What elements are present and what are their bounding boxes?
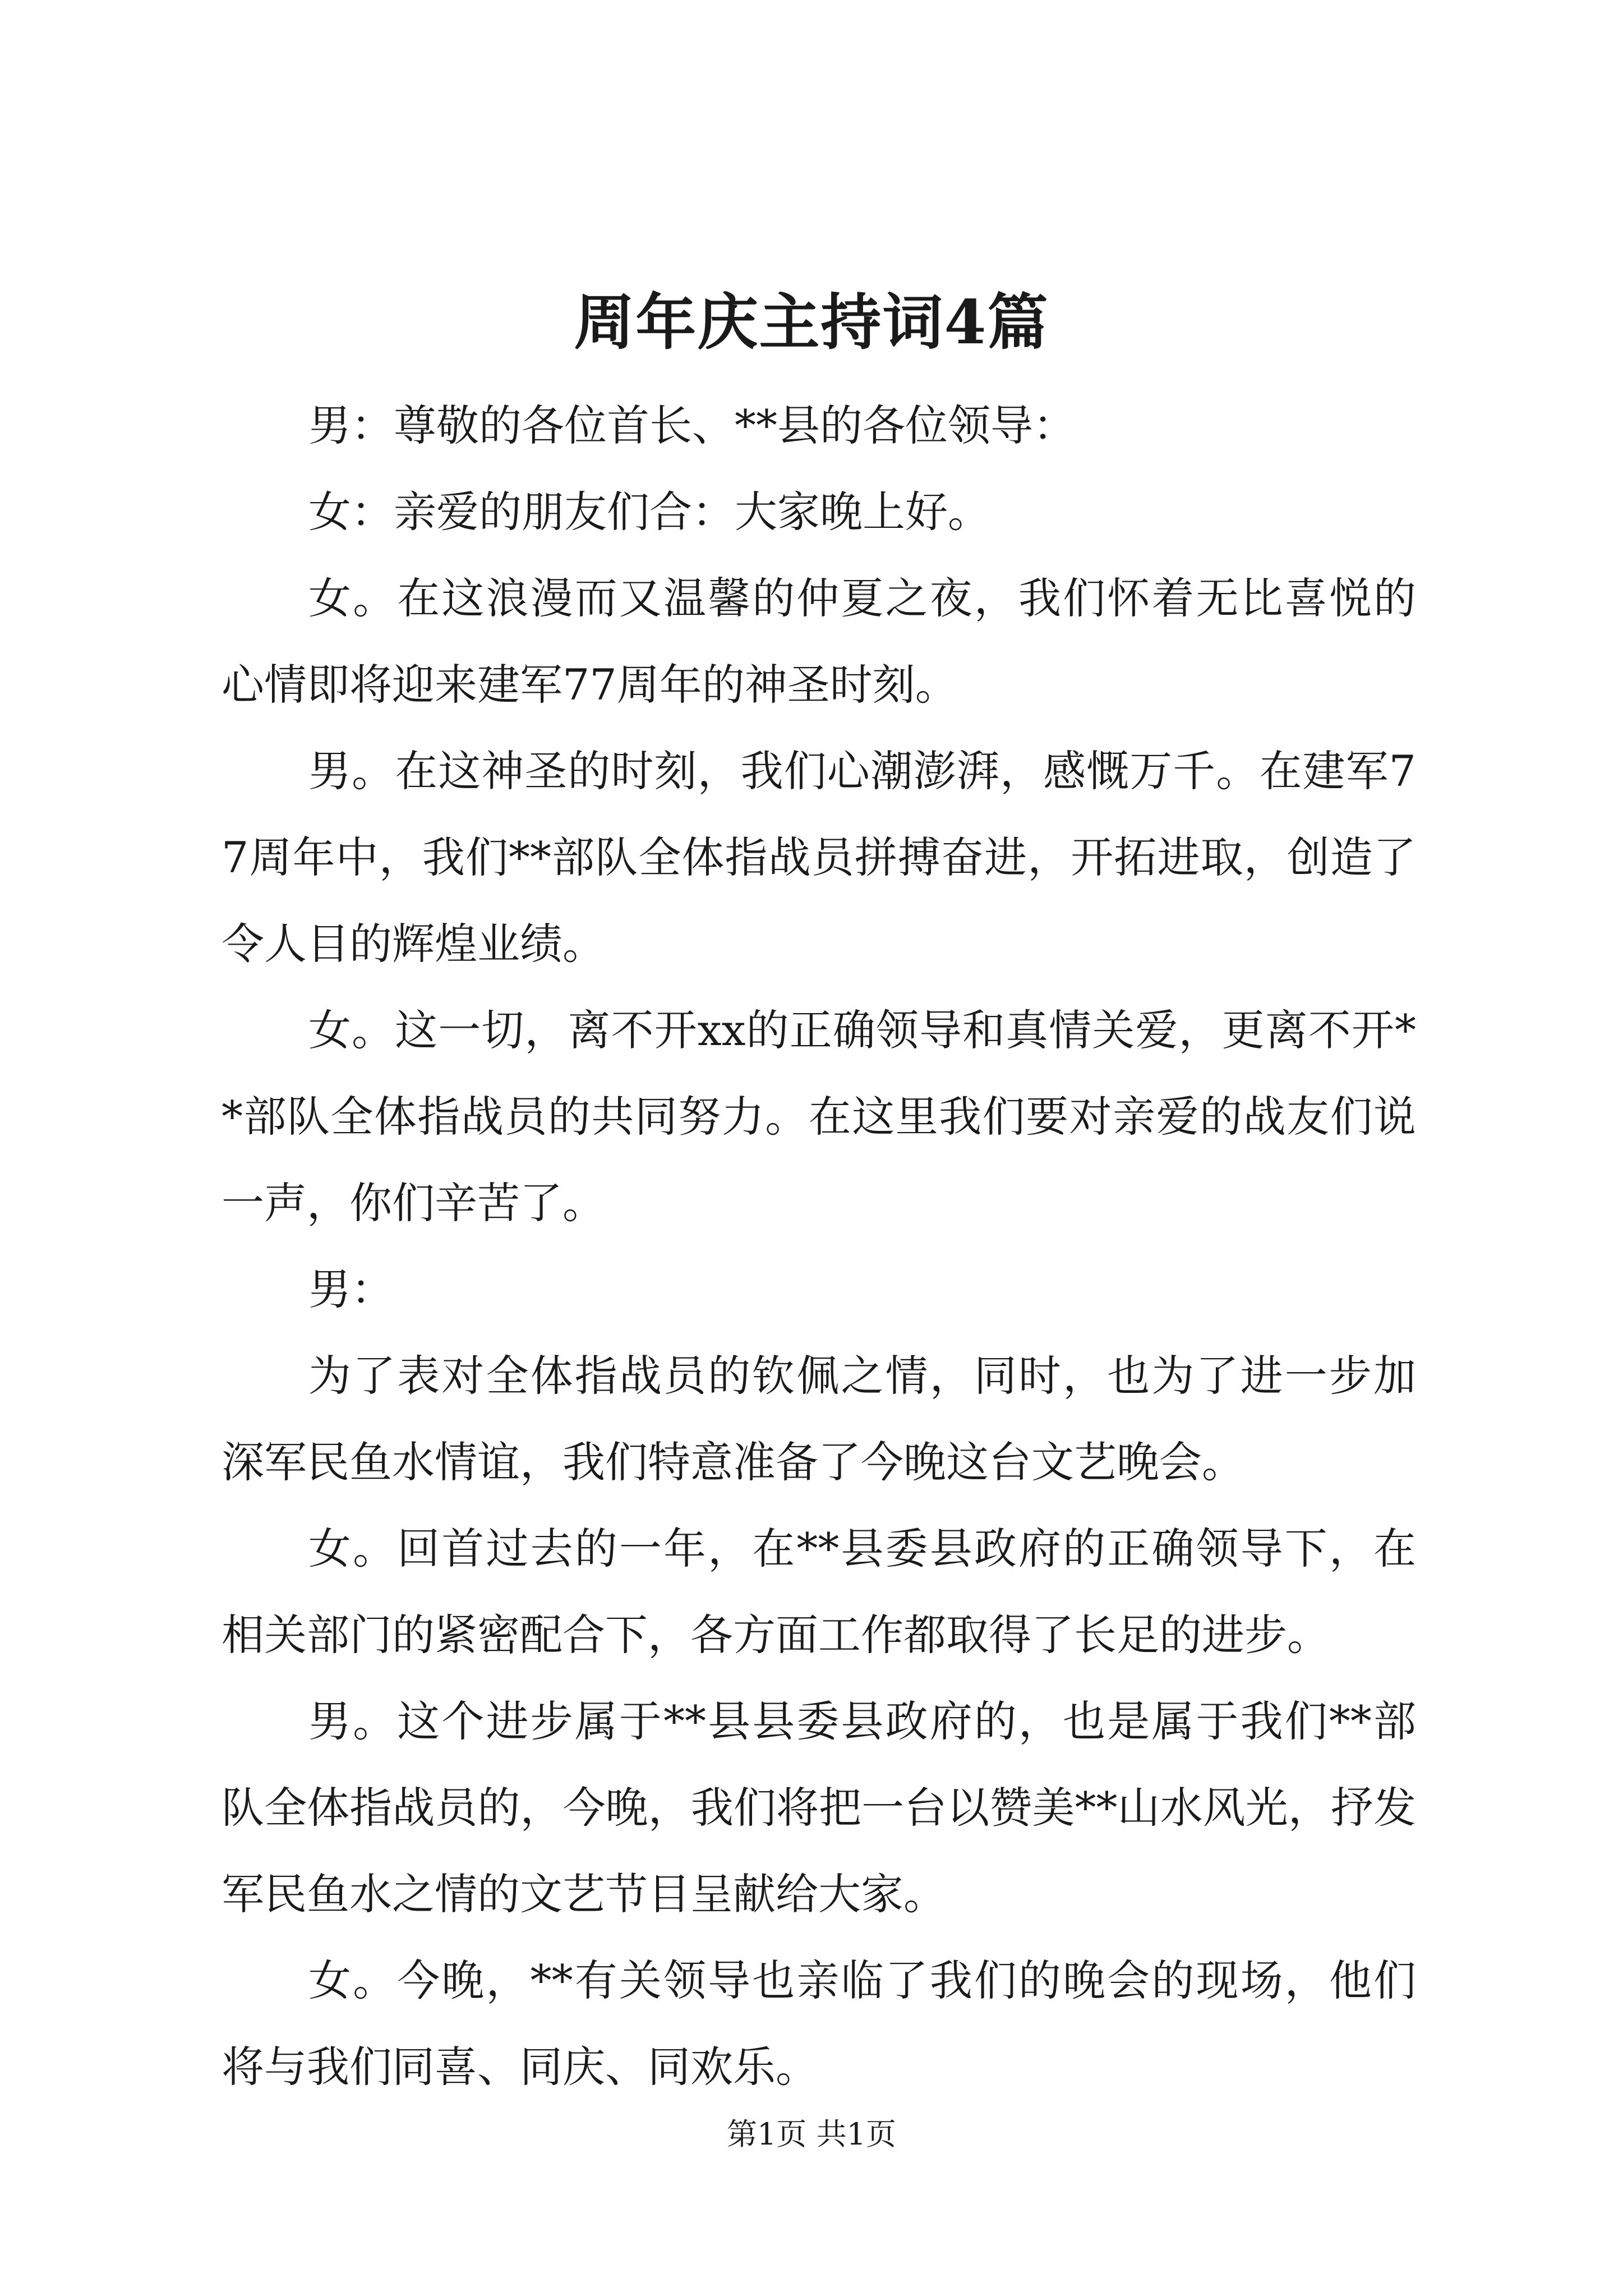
paragraph: 男：尊敬的各位首长、**县的各位领导： [308, 401, 1076, 450]
paragraph: 女。在这浪漫而又温馨的仲夏之夜，我们怀着无比喜悦的心情即将迎来建军77周年的神圣时刻。 [222, 573, 1416, 710]
paragraph: 女。这一切，离不开xx的正确领导和真情关爱，更离不开**部队全体指战员的共同努力。在这里我们要对亲爱的战友们说一声，你们辛苦了。 [222, 1005, 1416, 1228]
paragraph: 男。这个进步属于**县县委县政府的，也是属于我们**部队全体指战员的，今晚，我们将把一台以赞美**山水风光，抒发军民鱼水之情的文艺节目呈献给大家。 [222, 1696, 1416, 1919]
paragraph: 女。回首过去的一年，在**县委县政府的正确领导下，在相关部门的紧密配合下，各方面工作都取得了长足的进步。 [222, 1524, 1416, 1660]
paragraph: 为了表对全体指战员的钦佩之情，同时，也为了进一步加深军民鱼水情谊，我们特意准备了今晚这台文艺晚会。 [222, 1351, 1416, 1487]
document-title: 周年庆主持词4篇 [574, 287, 1049, 358]
paragraph: 女：亲爱的朋友们合：大家晚上好。 [308, 487, 990, 537]
paragraph: 男： [308, 1264, 394, 1314]
page-number-footer: 第1页 共1页 [727, 2116, 896, 2152]
document-body [222, 383, 1416, 2110]
paragraph: 男。在这神圣的时刻，我们心潮澎湃，感慨万千。在建军77周年中，我们**部队全体指战员拼搏奋进，开拓进取，创造了令人目的辉煌业绩。 [222, 746, 1416, 969]
paragraph: 女。今晚，**有关领导也亲临了我们的晚会的现场，他们将与我们同喜、同庆、同欢乐。 [222, 1955, 1416, 2092]
